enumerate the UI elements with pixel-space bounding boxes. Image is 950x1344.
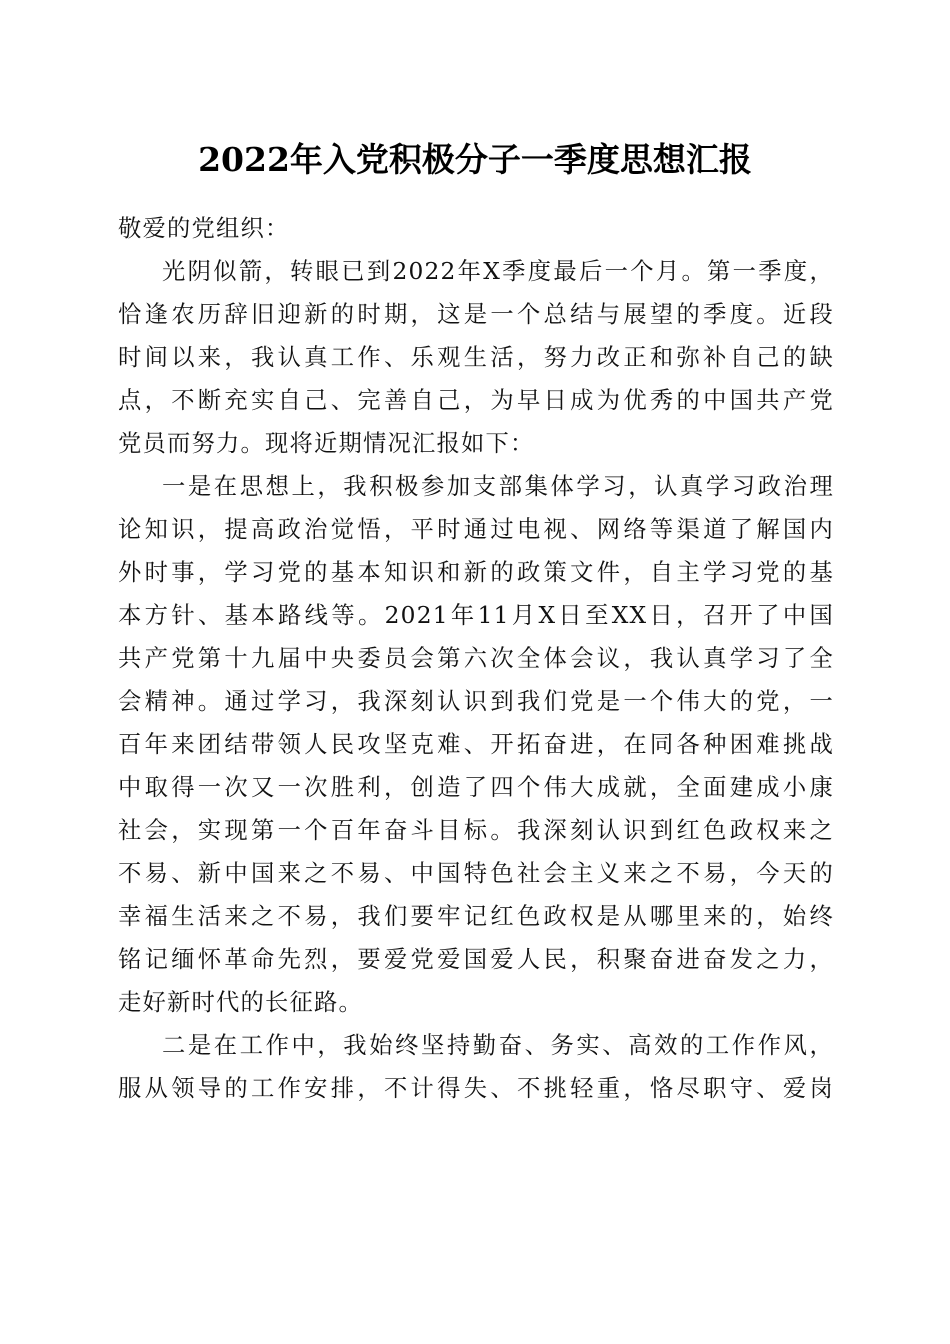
paragraph-line: 走好新时代的长征路。	[118, 989, 363, 1016]
paragraph-line: 外时事，学习党的基本知识和新的政策文件，自主学习党的基	[118, 559, 834, 586]
paragraph-line: 中取得一次又一次胜利，创造了四个伟大成就，全面建成小康	[118, 774, 834, 801]
paragraph-line: 一是在思想上，我积极参加支部集体学习，认真学习政治理	[162, 473, 834, 500]
paragraph-line: 服从领导的工作安排，不计得失、不挑轻重，恪尽职守、爱岗	[118, 1075, 834, 1102]
document-title: 2022年入党积极分子一季度思想汇报	[198, 140, 752, 179]
paragraph-line: 铭记缅怀革命先烈，要爱党爱国爱人民，积聚奋进奋发之力，	[118, 946, 834, 973]
paragraph-line: 不易、新中国来之不易、中国特色社会主义来之不易，今天的	[118, 860, 834, 887]
document-body	[118, 207, 834, 1110]
paragraph-line: 二是在工作中，我始终坚持勤奋、务实、高效的工作作风，	[162, 1032, 834, 1059]
paragraph-line: 光阴似箭，转眼已到2022年X季度最后一个月。第一季度，	[162, 258, 834, 285]
paragraph-thought	[118, 465, 834, 1024]
paragraph-work	[118, 1024, 834, 1110]
paragraph-line: 恰逢农历辞旧迎新的时期，这是一个总结与展望的季度。近段	[118, 301, 834, 328]
paragraph-line: 党员而努力。现将近期情况汇报如下：	[118, 430, 535, 457]
salutation: 敬爱的党组织：	[118, 215, 290, 242]
paragraph-line: 本方针、基本路线等。2021年11月X日至XX日，召开了中国	[118, 602, 834, 629]
paragraph-line: 社会，实现第一个百年奋斗目标。我深刻认识到红色政权来之	[118, 817, 834, 844]
paragraph-line: 共产党第十九届中央委员会第六次全体会议，我认真学习了全	[118, 645, 834, 672]
paragraph-intro	[118, 250, 834, 465]
paragraph-line: 会精神。通过学习，我深刻认识到我们党是一个伟大的党，一	[118, 688, 834, 715]
paragraph-line: 时间以来，我认真工作、乐观生活，努力改正和弥补自己的缺	[118, 344, 834, 371]
paragraph-line: 幸福生活来之不易，我们要牢记红色政权是从哪里来的，始终	[118, 903, 834, 930]
paragraph-line: 点，不断充实自己、完善自己，为早日成为优秀的中国共产党	[118, 387, 834, 414]
paragraph-line: 百年来团结带领人民攻坚克难、开拓奋进，在同各种困难挑战	[118, 731, 834, 758]
paragraph-line: 论知识，提高政治觉悟，平时通过电视、网络等渠道了解国内	[118, 516, 834, 543]
